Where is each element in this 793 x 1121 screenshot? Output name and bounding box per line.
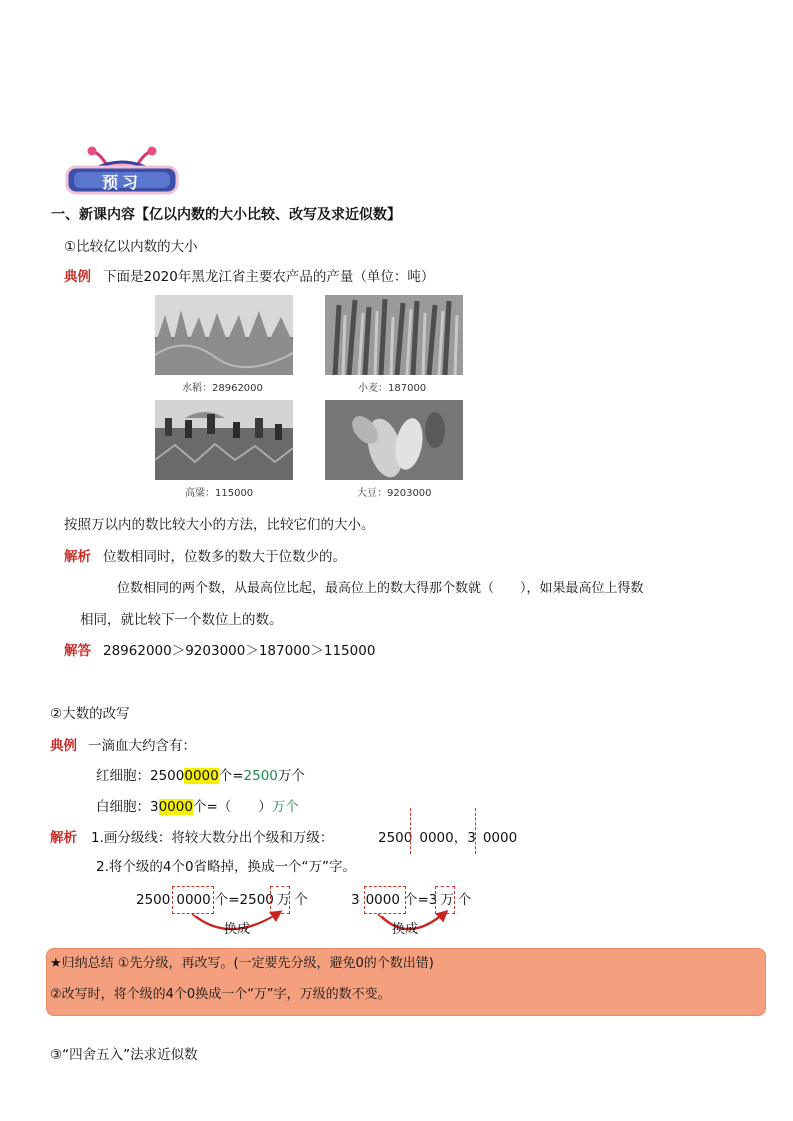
swap-label-1: 换成	[224, 922, 251, 937]
white-cells-mid: 个=（ ）	[192, 799, 272, 815]
step2-text: 2.将个级的4个0省略掉，换成一个“万”字。	[96, 859, 357, 875]
analysis-line-2: 位数相同的两个数，从最高位比起，最高位上的数大得那个数就（ ），如果最高位上得数	[117, 581, 644, 596]
white-cells-num-b: 0000	[158, 799, 193, 815]
red-cells-num-a: 2500	[150, 768, 185, 784]
white-cells-label: 白细胞：	[96, 799, 150, 815]
demo2-d: 万	[440, 892, 454, 908]
demo2-b: 0000	[365, 892, 400, 908]
wheat-caption: 小麦：187000	[358, 383, 427, 394]
step1-text: 1.画分级线：将较大数分出个级和万级：	[91, 830, 334, 846]
preview-badge	[64, 145, 180, 197]
soybean-photo	[325, 400, 463, 480]
badge-label: 预习	[101, 173, 142, 192]
demo1-c: 个=2500	[214, 892, 274, 908]
section1-heading: 一、新课内容【亿以内数的大小比较、改写及求近似数】	[51, 207, 401, 223]
step1-n1b: 0000	[419, 830, 454, 846]
step1-numbers	[378, 829, 517, 847]
step1-n1a: 2500	[378, 830, 413, 846]
demo2-a: 3	[351, 892, 360, 908]
demo1-d: 万	[276, 892, 291, 908]
soybean-caption: 大豆：9203000	[357, 488, 432, 499]
level-divider-1	[410, 808, 411, 854]
rice-field-photo	[155, 295, 293, 375]
sorghum-caption: 高粱：115000	[185, 488, 254, 499]
analysis-line-1: 位数相同时，位数多的数大于位数少的。	[103, 549, 346, 565]
red-cells-unit: 万个	[277, 768, 305, 784]
demo2-c: 个=3	[403, 892, 438, 908]
example-tag-2: 典例	[50, 738, 77, 754]
analysis-tag-2: 解析	[50, 830, 77, 846]
analysis-line-3: 相同，就比较下一个数位上的数。	[80, 612, 283, 628]
example-text-2: 一滴血大约含有：	[88, 738, 196, 754]
demo1-a: 2500	[136, 892, 171, 908]
white-cells-unit: 万个	[271, 799, 299, 815]
demo1-e: 个	[294, 892, 308, 908]
summary-line-1: ★归纳总结 ①先分级，再改写。(一定要先分级，避免0的个数出错)	[50, 956, 434, 971]
red-cells-result: 2500	[243, 768, 278, 784]
example-text-1: 下面是2020年黑龙江省主要农产品的产量（单位：吨）	[103, 269, 435, 285]
answer-text: 28962000＞9203000＞187000＞115000	[103, 643, 376, 659]
white-cells-num-a: 3	[150, 799, 159, 815]
red-cells-line	[96, 767, 305, 785]
answer-tag: 解答	[64, 643, 91, 659]
analysis-tag-1: 解析	[64, 549, 91, 565]
red-cells-label: 红细胞：	[96, 768, 150, 784]
step1-n2b: 0000	[482, 830, 518, 846]
summary-line-2: ②改写时，将个级的4个0换成一个“万”字，万级的数不变。	[50, 987, 391, 1002]
subsection2-title: ②大数的改写	[50, 706, 130, 722]
swap-label-2: 换成	[392, 922, 419, 937]
demo1-b: 0000	[176, 892, 211, 908]
red-cells-num-b: 0000	[184, 768, 219, 784]
subsection3-title: ③“四舍五入”法求近似数	[50, 1047, 198, 1063]
level-divider-2	[475, 808, 476, 854]
white-cells-line	[96, 798, 299, 816]
demo2-e: 个	[457, 892, 472, 908]
wheat-photo	[325, 295, 463, 375]
example-tag-1: 典例	[64, 269, 91, 285]
step1-n2a: 3	[467, 830, 476, 846]
rice-caption: 水稻：28962000	[182, 383, 263, 394]
subsection1-title: ①比较亿以内数的大小	[64, 239, 198, 255]
sorghum-photo	[155, 400, 293, 480]
step1-sep: ，	[453, 830, 468, 846]
comparison-question: 按照万以内的数比较大小的方法，比较它们的大小。	[64, 517, 375, 533]
red-cells-mid: 个=	[218, 768, 244, 784]
